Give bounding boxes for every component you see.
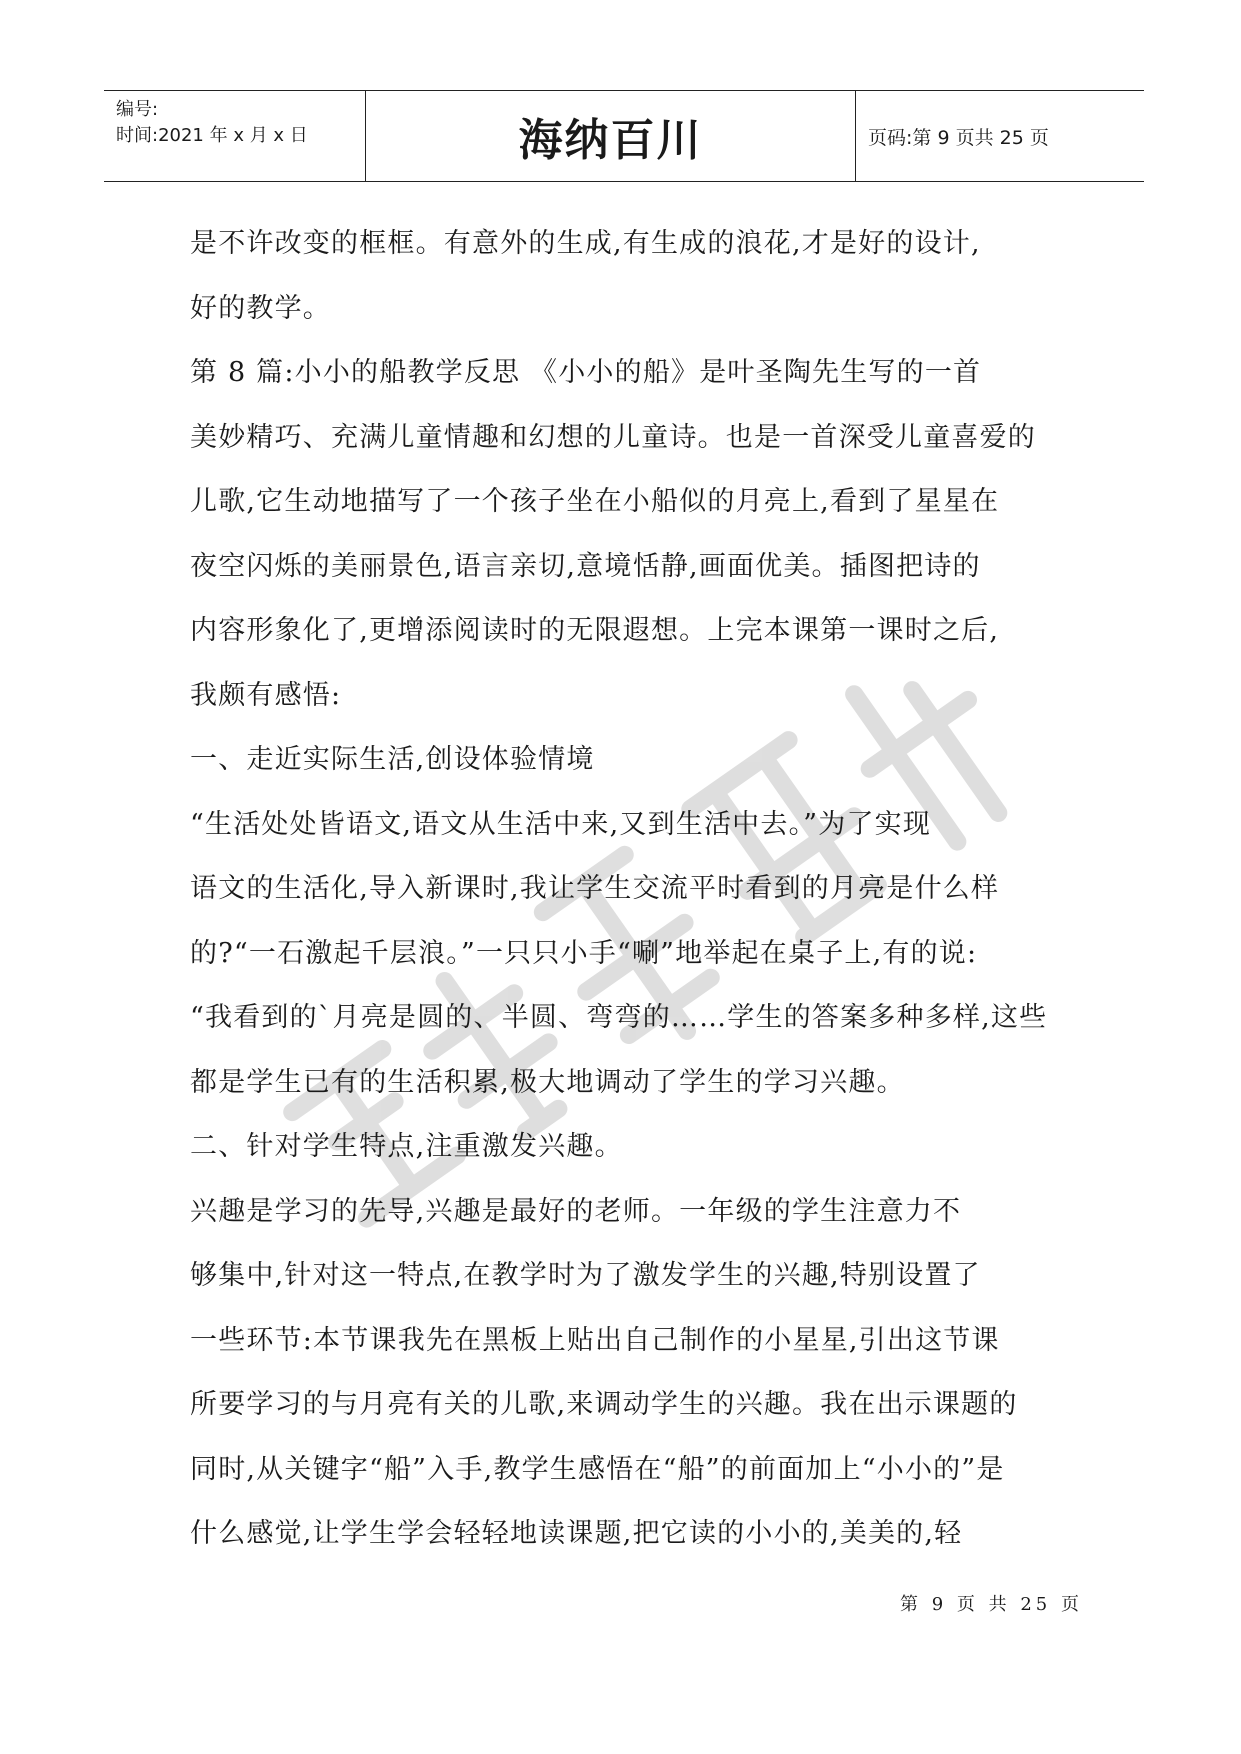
body-line: 一些环节:本节课我先在黑板上贴出自己制作的小星星,引出这节课 (190, 1324, 1000, 1356)
body-line: 都是学生已有的生活积累,极大地调动了学生的学习兴趣。 (190, 1066, 905, 1098)
body-line: 什么感觉,让学生学会轻轻地读课题,把它读的小小的,美美的,轻 (190, 1518, 963, 1549)
body-line: 我颇有感悟: (190, 679, 342, 711)
document-body (190, 212, 1060, 1567)
body-line: 第 8 篇:小小的船教学反思 《小小的船》是叶圣陶先生写的一首 (190, 357, 982, 388)
time-label: 时间:2021 年 x 月 x 日 (116, 125, 308, 146)
brand-title: 海纳百川 (366, 91, 856, 181)
body-line: 所要学习的与月亮有关的儿歌,来调动学生的兴趣。我在出示课题的 (190, 1389, 1018, 1420)
body-line: 好的教学。 (190, 292, 331, 324)
body-line: 一、走近实际生活,创设体验情境 (190, 744, 595, 775)
body-line: 内容形象化了,更增添阅读时的无限遐想。上完本课第一课时之后, (190, 615, 1000, 646)
body-line: “我看到的`月亮是圆的、半圆、弯弯的……学生的答案多种多样,这些 (190, 1002, 1048, 1033)
body-line: 够集中,针对这一特点,在教学时为了激发学生的兴趣,特别设置了 (190, 1260, 981, 1291)
header-meta (104, 91, 366, 181)
body-line: 语文的生活化,导入新课时,我让学生交流平时看到的月亮是什么样 (190, 873, 1000, 904)
body-line: “生活处处皆语文,语文从生活中来,又到生活中去。”为了实现 (190, 808, 932, 840)
body-line: 二、针对学生特点,注重激发兴趣。 (190, 1131, 623, 1162)
number-label: 编号: (116, 99, 159, 120)
body-line: 是不许改变的框框。有意外的生成,有生成的浪花,才是好的设计, (190, 228, 981, 259)
body-line: 夜空闪烁的美丽景色,语言亲切,意境恬静,画面优美。插图把诗的 (190, 550, 981, 582)
page-header (104, 90, 1144, 182)
body-line: 兴趣是学习的先导,兴趣是最好的老师。一年级的学生注意力不 (190, 1195, 962, 1227)
page-footer: 第 9 页 共 25 页 (900, 1594, 1083, 1615)
body-line: 的?“一石激起千层浪。”一只只小手“唰”地举起在桌子上,有的说: (190, 937, 978, 969)
body-line: 儿歌,它生动地描写了一个孩子坐在小船似的月亮上,看到了星星在 (190, 486, 1000, 517)
body-line: 美妙精巧、充满儿童情趣和幻想的儿童诗。也是一首深受儿童喜爱的 (190, 421, 1036, 453)
body-line: 同时,从关键字“船”入手,教学生感悟在“船”的前面加上“小小的”是 (190, 1453, 1005, 1485)
page-code: 页码:第 9 页共 25 页 (868, 126, 1049, 149)
